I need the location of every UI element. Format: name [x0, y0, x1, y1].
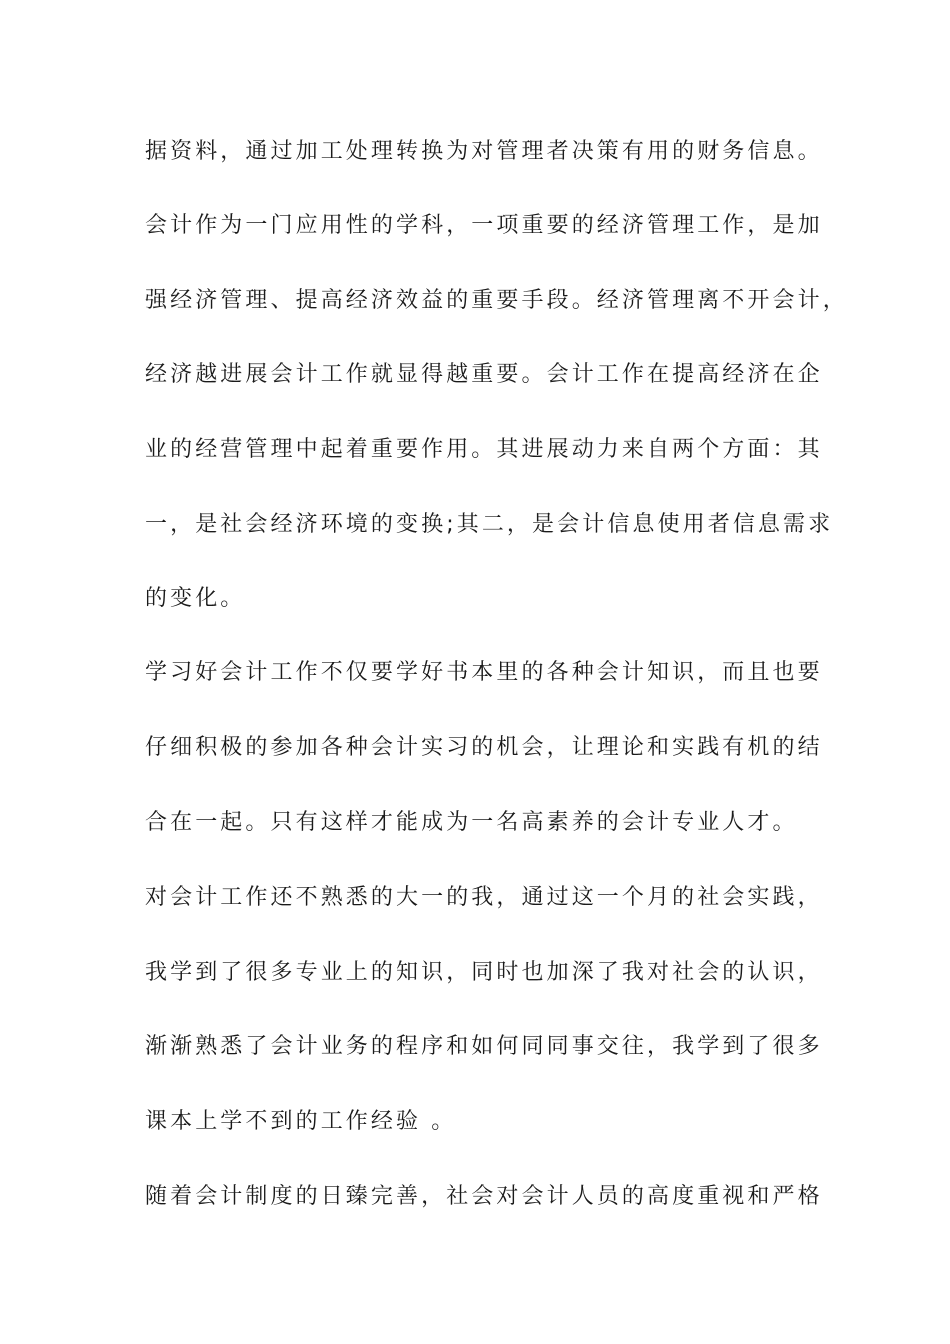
text-line: 业的经营管理中起着重要作用。其进展动力来自两个方面：其 [145, 437, 823, 462]
text-line: 合在一起。只有这样才能成为一名高素养的会计专业人才。 [145, 810, 798, 835]
text-line: 学习好会计工作不仅要学好书本里的各种会计知识，而且也要 [145, 660, 823, 685]
text-line: 的变化。 [145, 586, 246, 611]
text-line: 课本上学不到的工作经验 。 [145, 1109, 457, 1134]
text-line: 仔细积极的参加各种会计实习的机会，让理论和实践有机的结 [145, 735, 823, 760]
text-line: 我学到了很多专业上的知识，同时也加深了我对社会的认识， [145, 960, 823, 985]
text-line: 强经济管理、提高经济效益的重要手段。经济管理离不开会计， [145, 288, 848, 313]
text-line: 一，是社会经济环境的变换;其二，是会计信息使用者信息需求 [145, 512, 834, 537]
text-line: 渐渐熟悉了会计业务的程序和如何同同事交往，我学到了很多 [145, 1034, 823, 1059]
text-line: 随着会计制度的日臻完善，社会对会计人员的高度重视和严格 [145, 1184, 823, 1209]
text-line: 会计作为一门应用性的学科，一项重要的经济管理工作，是加 [145, 213, 823, 238]
text-line: 经济越进展会计工作就显得越重要。会计工作在提高经济在企 [145, 362, 823, 387]
text-line: 对会计工作还不熟悉的大一的我，通过这一个月的社会实践， [145, 885, 823, 910]
text-line: 据资料，通过加工处理转换为对管理者决策有用的财务信息。 [145, 139, 823, 164]
